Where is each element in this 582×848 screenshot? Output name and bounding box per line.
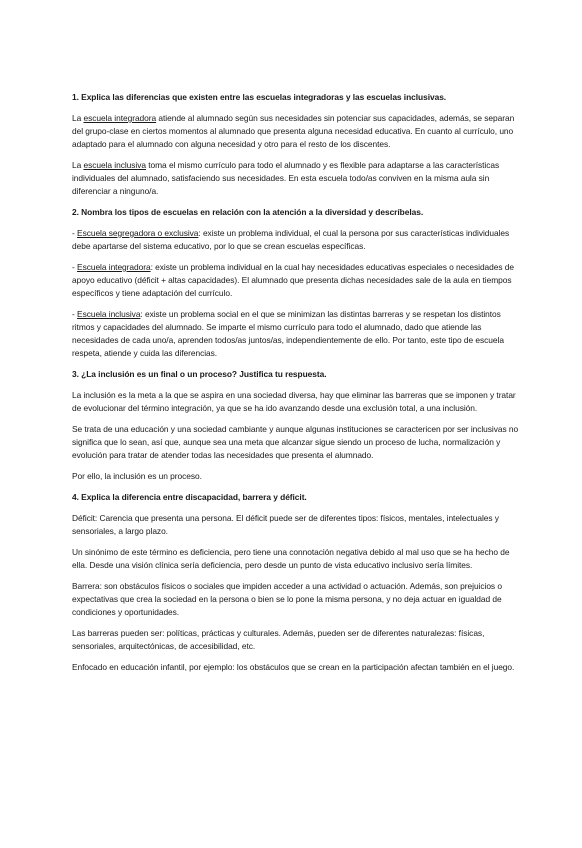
answer-3-paragraph-2: Se trata de una educación y una sociedad cambiante y aunque algunas instituciones se caractericen por ser inclusivas no significa que lo sean, así que, aunque sea una meta que alcanzar sigue siendo un proceso de lucha, normalización y evolución para tratar de atender todas las necesidades que presenta el alumnado.: [72, 424, 519, 460]
answer-3-paragraph-1: La inclusión es la meta a la que se aspira en una sociedad diversa, hay que eliminar las barreras que se imponen y tratar de evolucionar del término integración, ya que se ha ido avanzando desde una exclusión total, a una inclusión.: [72, 390, 516, 413]
text: atiende al alumnado según sus necesidades sin potenciar sus capacidades, además, se separan del grupo-clase en ciertos momentos al alumnado que presenta alguna necesidad educativa. En cuanto al currículo, uno adaptado para el alumnado con alguna necesidad y otro para el resto de los discentes.: [72, 113, 515, 149]
text: : existe un problema social en el que se minimizan las distintas barreras y se respetan los distintos ritmos y capacidades del alumnado. Se imparte el mismo currículo para todo el alumnado, dado que atiende las necesidades de cada uno/a, aprenden todos/as juntos/as, independientemente de ello. Por tanto, este tipo de escuela respeta, atiende y cuida las diferencias.: [72, 309, 504, 358]
term-escuela-integradora: Escuela integradora: [77, 262, 151, 272]
answer-1-paragraph-1: [72, 112, 524, 151]
text: La: [72, 160, 84, 170]
text: : existe un problema individual, el cual la persona por sus características individuales debe apartarse del sistema educativo, por lo que se crean escuelas específicas.: [72, 228, 510, 251]
text: : existe un problema individual en la cual hay necesidades educativas especiales o necesidades de apoyo educativo (déficit + altas capacidades). El alumnado que presenta dichas necesidades sale de la aula en tiempos específicos y tiene adaptación del currículo.: [72, 262, 515, 298]
text: -: [72, 228, 78, 238]
text: -: [72, 262, 78, 272]
answer-4-paragraph-4: Las barreras pueden ser: políticas, prácticas y culturales. Además, pueden ser de diferentes naturalezas: físicas, sensoriales, arquitectónicas, de accesibilidad, etc.: [72, 628, 485, 651]
question-3: 3. ¿La inclusión es un final o un proceso? Justifica tu respuesta.: [72, 369, 327, 379]
term-escuela-segregadora: Escuela segregadora o exclusiva: [77, 228, 199, 238]
answer-4-paragraph-1: Déficit: Carencia que presenta una persona. El déficit puede ser de diferentes tipos: físicos, mentales, intelectuales y sensoriales, a largo plazo.: [72, 513, 499, 536]
question-1: 1. Explica las diferencias que existen entre las escuelas integradoras y las escuelas inclusivas.: [72, 92, 447, 102]
answer-1-paragraph-2: [72, 159, 524, 198]
answer-2-item-3: [72, 308, 524, 360]
term-escuela-inclusiva: escuela inclusiva: [83, 160, 146, 170]
answer-4-paragraph-3: Barrera: son obstáculos físicos o sociales que impiden acceder a una actividad o actuación. Además, son prejuicios o expectativas que crea la sociedad en la persona o bien se lo pone la misma persona, y no deja actuar en igualdad de condiciones y oportunidades.: [72, 581, 502, 617]
question-2: 2. Nombra los tipos de escuelas en relación con la atención a la diversidad y descríbelas.: [72, 207, 424, 217]
text: -: [72, 309, 78, 319]
term-escuela-integradora: escuela integradora: [83, 113, 157, 123]
answer-2-item-2: [72, 261, 524, 300]
answer-3-paragraph-3: Por ello, la inclusión es un proceso.: [72, 471, 202, 481]
answer-4-paragraph-5: Enfocado en educación infantil, por ejemplo: los obstáculos que se crean en la participación afectan también en el juego.: [72, 662, 515, 672]
term-escuela-inclusiva: Escuela inclusiva: [77, 309, 141, 319]
answer-4-paragraph-2: Un sinónimo de este término es deficiencia, pero tiene una connotación negativa debido al mal uso que se ha hecho de ella. Desde una visión clínica sería deficiencia, pero desde un punto de vista educativo inclusivo sería límites.: [72, 547, 510, 570]
answer-2-item-1: [72, 227, 524, 253]
text: La: [72, 113, 84, 123]
question-4: 4. Explica la diferencia entre discapacidad, barrera y déficit.: [72, 492, 307, 502]
text: toma el mismo currículo para todo el alumnado y es flexible para adaptarse a las características individuales del alumnado, satisfaciendo sus necesidades. En esta escuela todo/as conviven en la misma aula sin diferenciar a ninguno/a.: [72, 160, 500, 196]
